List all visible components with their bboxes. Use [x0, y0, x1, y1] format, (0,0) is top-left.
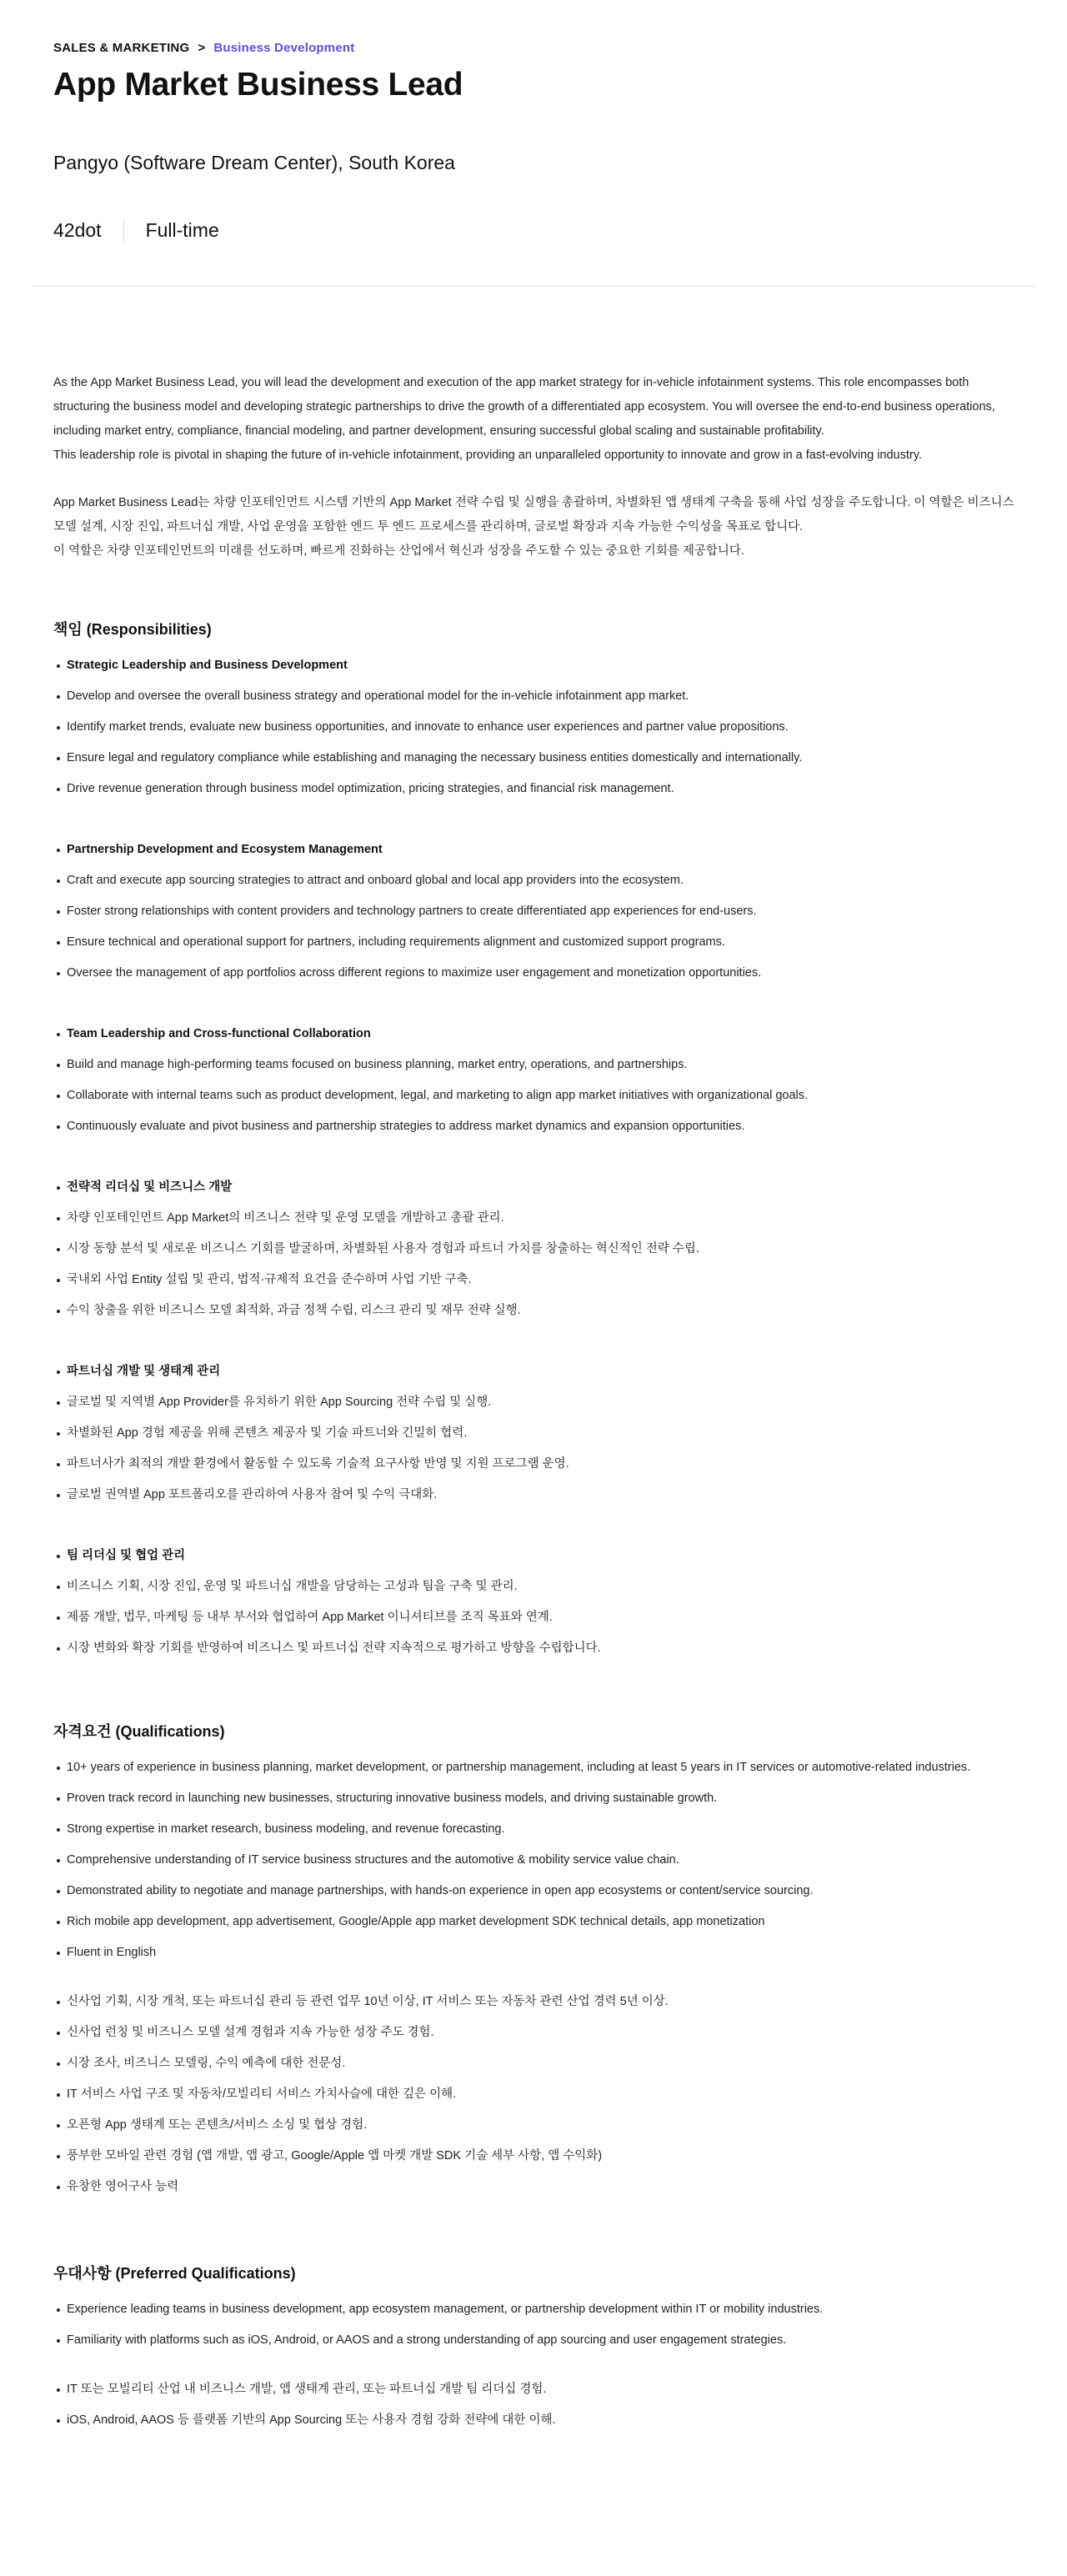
list-item: Craft and execute app sourcing strategies to attract and onboard global and local app providers into the ecosystem. — [53, 869, 1020, 893]
breadcrumb-root[interactable]: SALES & MARKETING — [53, 41, 190, 55]
list-item: 파트너사가 최적의 개발 환경에서 활동할 수 있도록 기술적 요구사항 반영 및 지원 프로그램 운영. — [53, 1452, 1020, 1476]
list-item: Develop and oversee the overall business strategy and operational model for the in-vehicle infotainment app market. — [53, 684, 1020, 709]
list-item: 차별화된 App 경험 제공을 위해 콘텐츠 제공자 및 기술 파트너와 긴밀히 협력. — [53, 1421, 1020, 1446]
list-item: 풍부한 모바일 관련 경험 (앱 개발, 앱 광고, Google/Apple 앱 마켓 개발 SDK 기술 세부 사항, 앱 수익화) — [53, 2144, 1020, 2168]
responsibility-list — [53, 1022, 1020, 1139]
intro-paragraph: 이 역할은 차량 인포테인먼트의 미래를 선도하며, 빠르게 진화하는 산업에서 혁신과 성장을 주도할 수 있는 중요한 기회를 제공합니다. — [53, 544, 744, 558]
list-item: Familiarity with platforms such as iOS, Android, or AAOS and a strong understanding of app sourcing and user engagement strategies. — [53, 2328, 1020, 2353]
responsibility-group-title: Strategic Leadership and Business Development — [53, 654, 1020, 678]
list-item: 유창한 영어구사 능력 — [53, 2175, 1020, 2199]
responsibility-list — [53, 1544, 1020, 1661]
preferred-title: 우대사항 (Preferred Qualifications) — [53, 2265, 296, 2282]
list-item: 오픈형 App 생태계 또는 콘텐츠/서비스 소싱 및 협상 경험. — [53, 2113, 1020, 2137]
list-item: Ensure legal and regulatory compliance while establishing and managing the necessary business entities domestically and internationally. — [53, 746, 1020, 770]
list-item: iOS, Android, AAOS 등 플랫폼 기반의 App Sourcing 또는 사용자 경험 강화 전략에 대한 이해. — [53, 2408, 1020, 2433]
responsibility-group — [53, 1360, 1020, 1507]
job-location: Pangyo (Software Dream Center), South Korea — [53, 152, 455, 173]
list-item: Collaborate with internal teams such as product development, legal, and marketing to align app market initiatives with organizational goals. — [53, 1084, 1020, 1108]
job-meta — [53, 218, 219, 242]
list-item: Fluent in English — [53, 1941, 1020, 1965]
company-name: 42dot — [53, 218, 102, 241]
breadcrumb — [53, 41, 354, 55]
qualifications-en-list — [53, 1756, 1020, 1965]
job-title: App Market Business Lead — [53, 67, 463, 103]
list-item: 10+ years of experience in business planning, market development, or partnership management, including at least 5 years in IT services or automotive-related industries. — [53, 1756, 1020, 1780]
list-item: Demonstrated ability to negotiate and manage partnerships, with hands-on experience in open app ecosystems or content/service sourcing. — [53, 1879, 1020, 1903]
responsibility-list — [53, 1360, 1020, 1507]
list-item: IT 또는 모빌리티 산업 내 비즈니스 개발, 앱 생태계 관리, 또는 파트너십 개발 팀 리더십 경험. — [53, 2378, 1020, 2402]
list-item: Identify market trends, evaluate new business opportunities, and innovate to enhance user experiences and partner value propositions. — [53, 715, 1020, 739]
list-item: 신사업 기획, 시장 개척, 또는 파트너십 관리 등 관련 업무 10년 이상, IT 서비스 또는 자동차 관련 산업 경력 5년 이상. — [53, 1990, 1020, 2014]
responsibility-group — [53, 838, 1020, 985]
responsibility-group-title: Partnership Development and Ecosystem Management — [53, 838, 1020, 862]
list-item: Oversee the management of app portfolios across different regions to maximize user engagement and monetization opportunities. — [53, 961, 1020, 985]
list-item: 시장 변화와 확장 기회를 반영하여 비즈니스 및 파트너십 전략 지속적으로 평가하고 방향을 수립합니다. — [53, 1636, 1020, 1661]
list-item: Comprehensive understanding of IT service business structures and the automotive & mobility service value chain. — [53, 1848, 1020, 1872]
responsibility-group — [53, 1022, 1020, 1139]
meta-divider — [123, 218, 124, 242]
responsibilities-title: 책임 (Responsibilities) — [53, 621, 212, 638]
list-item: Continuously evaluate and pivot business and partnership strategies to address market dynamics and expansion opportunities. — [53, 1115, 1020, 1139]
list-item: Foster strong relationships with content providers and technology partners to create differentiated app experiences for end-users. — [53, 900, 1020, 924]
responsibility-list — [53, 838, 1020, 985]
list-item: Rich mobile app development, app advertisement, Google/Apple app market development SDK technical details, app monetization — [53, 1910, 1020, 1934]
list-item: 신사업 런칭 및 비즈니스 모델 설계 경험과 지속 가능한 성장 주도 경험. — [53, 2021, 1020, 2045]
list-item: Strong expertise in market research, business modeling, and revenue forecasting. — [53, 1817, 1020, 1842]
responsibility-list — [53, 1175, 1020, 1323]
preferred-ko-list — [53, 2378, 1020, 2433]
list-item: 글로벌 및 지역별 App Provider를 유치하기 위한 App Sourcing 전략 수립 및 실행. — [53, 1391, 1020, 1415]
list-item: 글로벌 권역별 App 포트폴리오를 관리하여 사용자 참여 및 수익 극대화. — [53, 1483, 1020, 1507]
responsibilities-groups — [53, 654, 1020, 1661]
responsibility-group — [53, 1544, 1020, 1661]
list-item: 제품 개발, 법무, 마케팅 등 내부 부서와 협업하여 App Market 이니셔티브를 조직 목표와 연계. — [53, 1606, 1020, 1630]
qualifications-title: 자격요건 (Qualifications) — [53, 1723, 225, 1740]
list-item: 차량 인포테인먼트 App Market의 비즈니스 전략 및 운영 모델을 개발하고 총괄 관리. — [53, 1206, 1020, 1230]
intro-korean — [53, 491, 1020, 564]
list-item: 비즈니스 기획, 시장 진입, 운영 및 파트너십 개발을 담당하는 고성과 팀을 구축 및 관리. — [53, 1575, 1020, 1599]
responsibility-group — [53, 654, 1020, 801]
list-item: Proven track record in launching new businesses, structuring innovative business models, and driving sustainable growth. — [53, 1787, 1020, 1811]
intro-paragraph: App Market Business Lead는 차량 인포테인먼트 시스템 기반의 App Market 전략 수립 및 실행을 총괄하며, 차별화된 앱 생태계 구축을 통해 사업 성장을 주도합니다. 이 역할은 비즈니스 모델 설계, 시장 진입, 파트너십 개발, 사업 운영을 포함한 엔드 투 엔드 프로세스를 관리하며, 글로벌 확장과 지속 가능한 수익성을 목표로 합니다. — [53, 496, 1014, 534]
responsibility-group-title: 파트너십 개발 및 생태계 관리 — [53, 1360, 1020, 1384]
list-item: 시장 동향 분석 및 새로운 비즈니스 기회를 발굴하며, 차별화된 사용자 경험과 파트너 가치를 창출하는 혁신적인 전략 수립. — [53, 1237, 1020, 1261]
intro-english — [53, 371, 1020, 468]
list-item: IT 서비스 사업 구조 및 자동차/모빌리티 서비스 가치사슬에 대한 깊은 이해. — [53, 2082, 1020, 2107]
list-item: Drive revenue generation through business model optimization, pricing strategies, and financial risk management. — [53, 777, 1020, 801]
intro-paragraph: As the App Market Business Lead, you will lead the development and execution of the app market strategy for in-vehicle infotainment systems. This role encompasses both structuring the business model and developing strategic partnerships to drive the growth of a differentiated app ecosystem. You will oversee the end-to-end business operations, including market entry, compliance, financial modeling, and partner development, ensuring successful global scaling and sustainable profitability. — [53, 376, 995, 438]
employment-type: Full-time — [145, 218, 219, 241]
breadcrumb-current[interactable]: Business Development — [213, 41, 355, 55]
list-item: 국내외 사업 Entity 설립 및 관리, 법적·규제적 요건을 준수하며 사업 기반 구축. — [53, 1268, 1020, 1292]
list-item: Experience leading teams in business development, app ecosystem management, or partnership development within IT or mobility industries. — [53, 2298, 1020, 2322]
header-divider — [32, 286, 1035, 287]
intro-paragraph: This leadership role is pivotal in shaping the future of in-vehicle infotainment, providing an unparalleled opportunity to innovate and grow in a fast-evolving industry. — [53, 449, 922, 462]
list-item: 수익 창출을 위한 비즈니스 모델 최적화, 과금 정책 수립, 리스크 관리 및 재무 전략 실행. — [53, 1299, 1020, 1323]
job-description — [53, 371, 1020, 2458]
responsibility-group-title: Team Leadership and Cross-functional Collaboration — [53, 1022, 1020, 1046]
responsibility-group — [53, 1175, 1020, 1323]
preferred-en-list — [53, 2298, 1020, 2353]
breadcrumb-separator: > — [198, 41, 206, 55]
list-item: Ensure technical and operational support for partners, including requirements alignment and customized support programs. — [53, 930, 1020, 955]
responsibility-group-title: 전략적 리더십 및 비즈니스 개발 — [53, 1175, 1020, 1200]
list-item: Build and manage high-performing teams focused on business planning, market entry, operations, and partnerships. — [53, 1053, 1020, 1077]
qualifications-ko-list — [53, 1990, 1020, 2199]
list-item: 시장 조사, 비즈니스 모델링, 수익 예측에 대한 전문성. — [53, 2052, 1020, 2076]
responsibility-list — [53, 654, 1020, 801]
responsibility-group-title: 팀 리더십 및 협업 관리 — [53, 1544, 1020, 1568]
